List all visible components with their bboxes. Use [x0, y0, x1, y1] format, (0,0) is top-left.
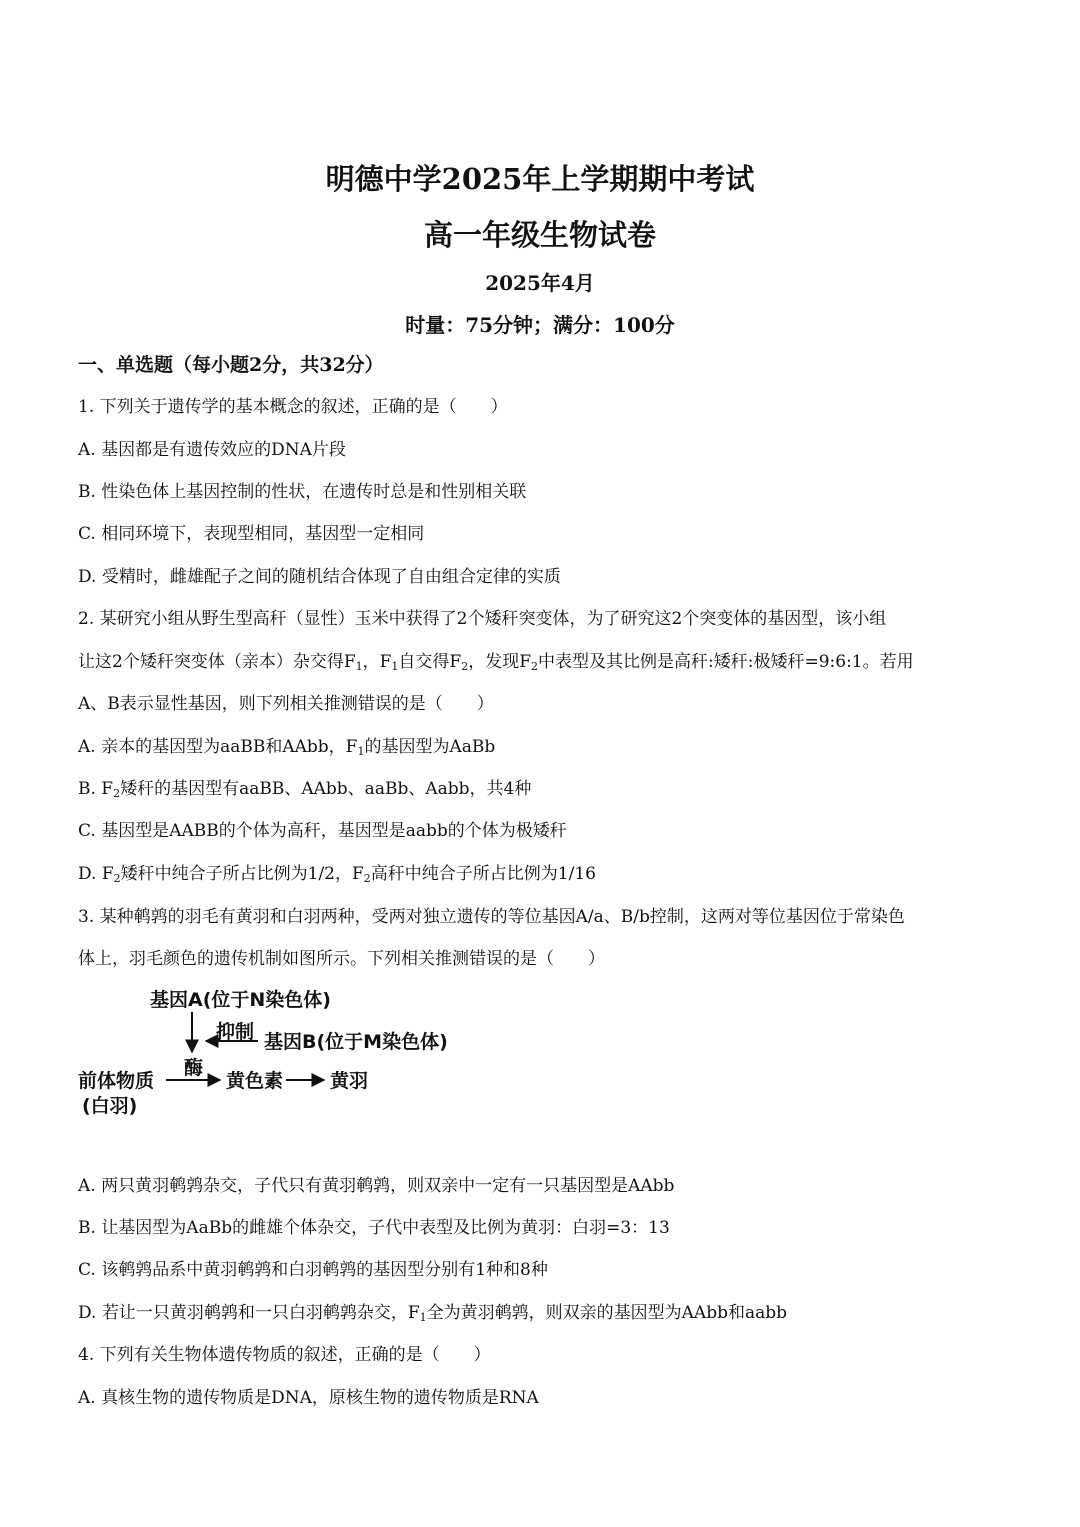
question-3-option-d: D. 若让一只黄羽鹌鹑和一只白羽鹌鹑杂交，$F_1$全为黄羽鹌鹑，则双亲的基因型为AAbb和aabb — [78, 1303, 787, 1324]
inhibit-label: 抑制 — [216, 1021, 255, 1043]
time-and-score: 时量：75分钟；满分：100分 — [405, 313, 675, 337]
precursor-note: (白羽) — [82, 1095, 138, 1117]
question-4-stem: 4. 下列有关生物体遗传物质的叙述，正确的是（ ） — [78, 1345, 491, 1365]
question-2-stem-line-1: 2. 某研究小组从野生型高秆（显性）玉米中获得了2个矮秆突变体，为了研究这2个突变体的基因型，该小组 — [78, 609, 887, 629]
question-2-stem-line-2: 让这2个矮秆突变体（亲本）杂交得$F_1$，$F_1$自交得$F_2$，发现$F_2$中表型及其比例是高秆:矮秆:极矮秆=9:6:1。若用 — [78, 652, 914, 673]
question-2-option-d: D. $F_2$矮秆中纯合子所占比例为1/2，$F_2$高秆中纯合子所占比例为1/16 — [78, 864, 596, 885]
question-1-option-d: D. 受精时，雌雄配子之间的随机结合体现了自由组合定律的实质 — [78, 567, 561, 587]
question-2-option-a: A. 亲本的基因型为aaBB和AAbb，$F_1$的基因型为AaBb — [78, 737, 496, 758]
result-label: 黄羽 — [330, 1070, 369, 1092]
pigment-label: 黄色素 — [226, 1070, 284, 1092]
question-3-option-a: A. 两只黄羽鹌鹑杂交，子代只有黄羽鹌鹑，则双亲中一定有一只基因型是AAbb — [78, 1176, 675, 1196]
gene-b-label: 基因B(位于M染色体) — [264, 1031, 448, 1053]
section-title: 一、单选题（每小题2分，共32分） — [78, 354, 384, 376]
question-1-option-b: B. 性染色体上基因控制的性状，在遗传时总是和性别相关联 — [78, 482, 527, 502]
question-2-stem-line-3: A、B表示显性基因，则下列相关推测错误的是（ ） — [78, 694, 494, 714]
inheritance-mechanism-diagram — [74, 984, 494, 1119]
school-exam-title: 明德中学2025年上学期期中考试 — [325, 162, 755, 196]
precursor-label: 前体物质 — [78, 1070, 155, 1092]
subject-title: 高一年级生物试卷 — [423, 218, 656, 252]
question-1-stem: 1. 下列关于遗传学的基本概念的叙述，正确的是（ ） — [78, 397, 508, 417]
question-3-stem-line-2: 体上，羽毛颜色的遗传机制如图所示。下列相关推测错误的是（ ） — [78, 949, 605, 969]
question-2-option-c: C. 基因型是AABB的个体为高秆，基因型是aabb的个体为极矮秆 — [78, 821, 567, 841]
question-4-option-a: A. 真核生物的遗传物质是DNA，原核生物的遗传物质是RNA — [78, 1388, 539, 1408]
enzyme-label: 酶 — [184, 1057, 204, 1079]
question-2-option-b: B. $F_2$矮秆的基因型有aaBB、AAbb、aaBb、Aabb，共4种 — [78, 779, 532, 800]
question-3-option-b: B. 让基因型为AaBb的雌雄个体杂交，子代中表型及比例为黄羽：白羽=3：13 — [78, 1218, 670, 1238]
gene-a-label: 基因A(位于N染色体) — [150, 989, 331, 1011]
question-3-stem-line-1: 3. 某种鹌鹑的羽毛有黄羽和白羽两种，受两对独立遗传的等位基因A/a、B/b控制，这两对等位基因位于常染色 — [78, 907, 905, 927]
exam-date: 2025年4月 — [485, 271, 595, 295]
question-1-option-c: C. 相同环境下，表现型相同，基因型一定相同 — [78, 524, 425, 544]
question-1-option-a: A. 基因都是有遗传效应的DNA片段 — [78, 440, 346, 460]
question-3-option-c: C. 该鹌鹑品系中黄羽鹌鹑和白羽鹌鹑的基因型分别有1种和8种 — [78, 1260, 548, 1280]
